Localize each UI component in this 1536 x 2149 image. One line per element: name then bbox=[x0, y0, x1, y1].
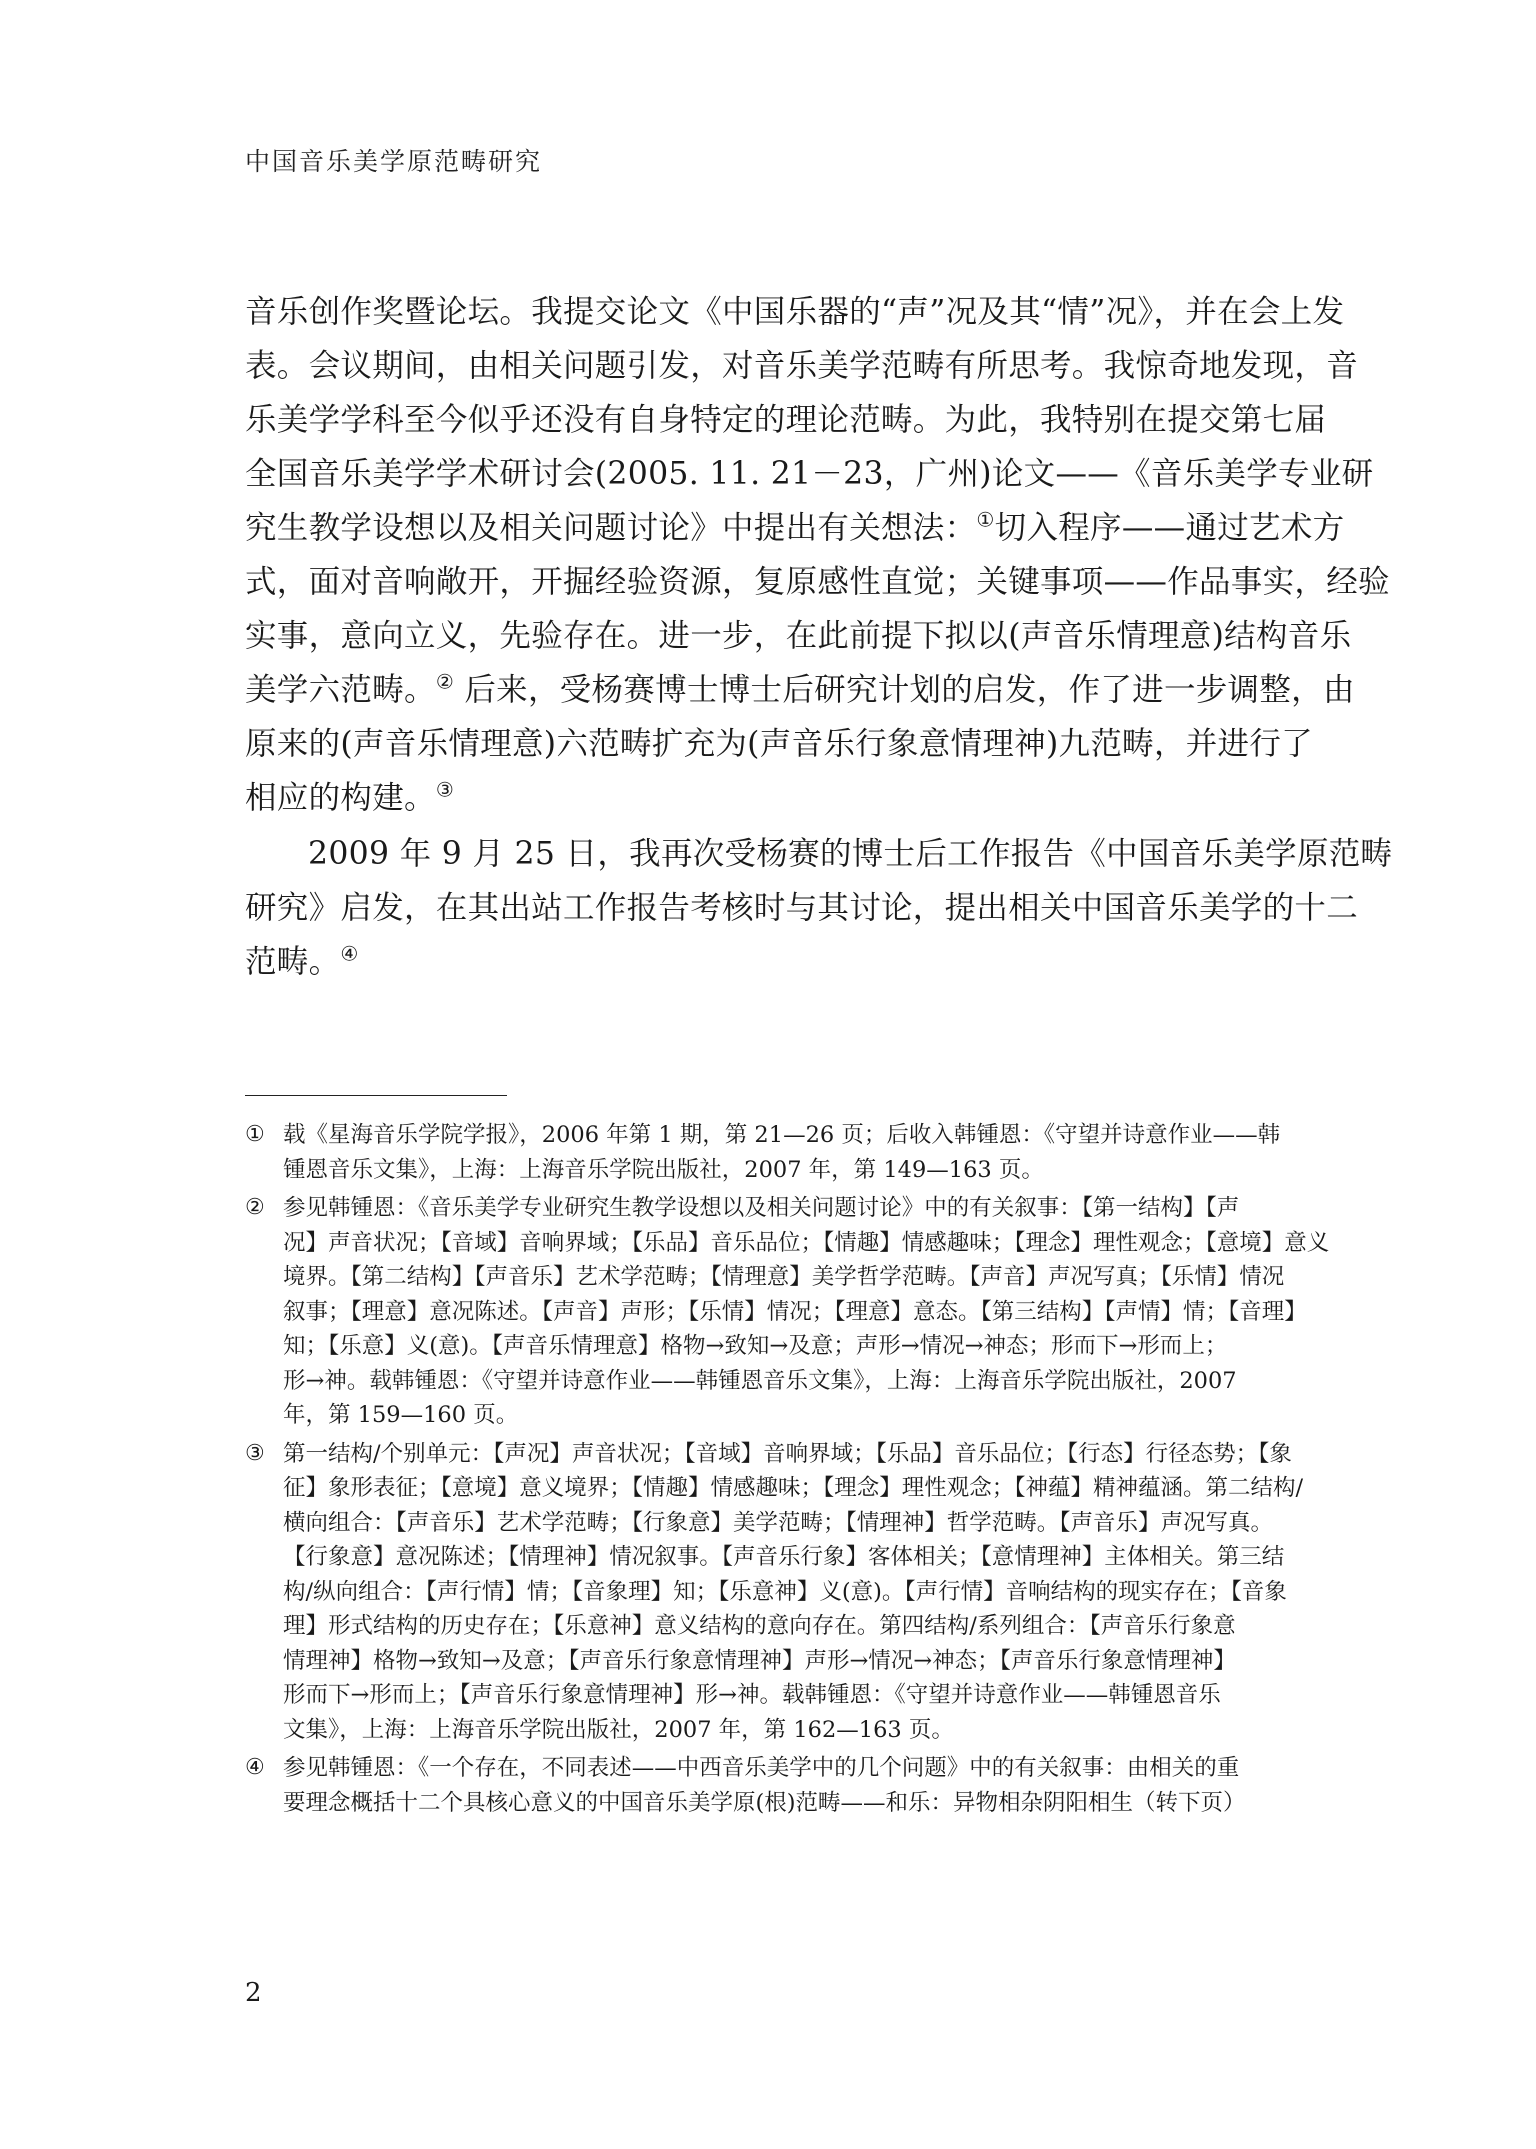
footnote-ref-2[interactable]: ② bbox=[435, 669, 455, 694]
text-segment: 究生教学设想以及相关问题讨论》中提出有关想法： bbox=[245, 510, 977, 546]
footnote-line: 征】象形表征；【意境】意义境界；【情趣】情感趣味；【理念】理性观念；【神蕴】精神蕴涵。第二结构/ bbox=[283, 1475, 1304, 1501]
footnote-line: 境界。【第二结构】【声音乐】艺术学范畴；【情理意】美学哲学范畴。【声音】声况写真；【乐情】情况 bbox=[283, 1264, 1285, 1290]
text-line: 实事，意向立义，先验存在。进一步，在此前提下拟以(声音乐情理意)结构音乐 bbox=[245, 618, 1352, 654]
footnote-line: 第一结构/个别单元：【声况】声音状况；【音域】音响界域；【乐品】音乐品位；【行态】行径态势；【象 bbox=[283, 1440, 1292, 1467]
footnote-1 bbox=[245, 1118, 1291, 1187]
footnote-line: 【行象意】意况陈述；【情理神】情况叙事。【声音乐行象】客体相关；【意情理神】主体相关。第三结 bbox=[283, 1544, 1285, 1570]
text-line: 乐美学学科至今似乎还没有自身特定的理论范畴。为此，我特别在提交第七届 bbox=[245, 402, 1327, 438]
paragraph-2 bbox=[245, 827, 1393, 989]
running-head-title: 中国音乐美学原范畴研究 bbox=[245, 147, 543, 176]
text-line: 全国音乐美学学术研讨会(2005. 11. 21－23，广州)论文——《音乐美学专业研 bbox=[245, 456, 1374, 492]
footnote-line: 文集》，上海：上海音乐学院出版社，2007 年，第 162—163 页。 bbox=[283, 1716, 954, 1743]
text-segment: 范畴。 bbox=[245, 944, 341, 980]
footnote-line: 锺恩音乐文集》，上海：上海音乐学院出版社，2007 年，第 149—163 页。 bbox=[283, 1156, 1044, 1183]
footnote-mark: ① bbox=[245, 1122, 265, 1147]
footnote-line: 载《星海音乐学院学报》，2006 年第 1 期，第 21—26 页；后收入韩锺恩：《守望并诗意作业——韩 bbox=[283, 1122, 1281, 1148]
text-line bbox=[245, 501, 1345, 555]
footnote-line: 理】形式结构的历史存在；【乐意神】意义结构的意向存在。第四结构/系列组合：【声音乐行象意 bbox=[283, 1613, 1236, 1639]
footnote-mark: ③ bbox=[245, 1440, 265, 1466]
footnote-line: 况】声音状况；【音域】音响界域；【乐品】音乐品位；【情趣】情感趣味；【理念】理性观念；【意境】意义 bbox=[283, 1229, 1330, 1256]
footnote-line: 形→神。载韩锺恩：《守望并诗意作业——韩锺恩音乐文集》，上海：上海音乐学院出版社，2007 bbox=[283, 1367, 1237, 1394]
text-segment: 后来，受杨赛博士博士后研究计划的启发，作了进一步调整，由 bbox=[454, 672, 1355, 708]
text-line bbox=[245, 935, 1291, 989]
footnote-mark: ④ bbox=[245, 1755, 265, 1780]
text-line bbox=[245, 771, 1291, 825]
footnote-line: 知；【乐意】义(意)。【声音乐情理意】格物→致知→及意；声形→情况→神态；形而下→形而上； bbox=[283, 1333, 1228, 1359]
footnote-line: 年，第 159—160 页。 bbox=[283, 1402, 519, 1428]
text-line: 音乐创作奖暨论坛。我提交论文《中国乐器的“声”况及其“情”况》，并在会上发 bbox=[245, 294, 1345, 330]
footnote-ref-1[interactable]: ① bbox=[976, 507, 995, 532]
footnote-4 bbox=[245, 1751, 1291, 1820]
footnote-line: 参见韩锺恩：《一个存在，不同表述——中西音乐美学中的几个问题》中的有关叙事：由相关的重 bbox=[283, 1755, 1240, 1781]
body-text bbox=[245, 285, 1393, 989]
footnote-mark: ② bbox=[245, 1195, 265, 1220]
text-line bbox=[245, 663, 1355, 717]
footnote-line: 情理神】格物→致知→及意；【声音乐行象意情理神】声形→情况→神态；【声音乐行象意情理神】 bbox=[283, 1647, 1236, 1674]
footnote-line: 叙事；【理意】意况陈述。【声音】声形；【乐情】情况；【理意】意态。【第三结构】【声情】情；【音理】 bbox=[283, 1298, 1307, 1325]
text-line: 研究》启发，在其出站工作报告考核时与其讨论，提出相关中国音乐美学的十二 bbox=[245, 890, 1359, 926]
text-line: 表。会议期间，由相关问题引发，对音乐美学范畴有所思考。我惊奇地发现，音 bbox=[245, 348, 1359, 384]
footnotes bbox=[245, 1118, 1330, 1824]
text-segment: 美学六范畴。 bbox=[245, 672, 436, 708]
footnote-ref-4[interactable]: ④ bbox=[340, 941, 359, 966]
text-segment: 切入程序——通过艺术方 bbox=[994, 510, 1345, 546]
footnote-line: 形而下→形而上；【声音乐行象意情理神】形→神。载韩锺恩：《守望并诗意作业——韩锺恩音乐 bbox=[283, 1682, 1221, 1708]
paragraph-1 bbox=[245, 285, 1390, 825]
footnote-line: 参见韩锺恩：《音乐美学专业研究生教学设想以及相关问题讨论》中的有关叙事：【第一结构】【声 bbox=[283, 1195, 1240, 1221]
text-line: 式，面对音响敞开，开掘经验资源，复原感性直觉；关键事项——作品事实，经验 bbox=[245, 564, 1390, 600]
text-line: 原来的(声音乐情理意)六范畴扩充为(声音乐行象意情理神)九范畴，并进行了 bbox=[245, 726, 1313, 762]
text-line: 2009 年 9 月 25 日，我再次受杨赛的博士后工作报告《中国音乐美学原范畴 bbox=[308, 836, 1393, 872]
page-number: 2 bbox=[245, 1978, 262, 2008]
footnote-ref-3[interactable]: ③ bbox=[435, 777, 455, 802]
footnote-line: 要理念概括十二个具核心意义的中国音乐美学原(根)范畴——和乐：异物相杂阴阳相生（转下页） bbox=[283, 1789, 1246, 1816]
footnote-line: 横向组合：【声音乐】艺术学范畴；【行象意】美学范畴；【情理神】哲学范畴。【声音乐】声况写真。 bbox=[283, 1509, 1274, 1536]
text-segment: 相应的构建。 bbox=[245, 780, 436, 816]
footnote-3 bbox=[245, 1437, 1304, 1748]
footnote-divider bbox=[245, 1095, 507, 1096]
footnote-2 bbox=[245, 1191, 1330, 1433]
footnote-line: 构/纵向组合：【声行情】情；【音象理】知；【乐意神】义(意)。【声行情】音响结构的现实存在；【音象 bbox=[283, 1578, 1287, 1605]
